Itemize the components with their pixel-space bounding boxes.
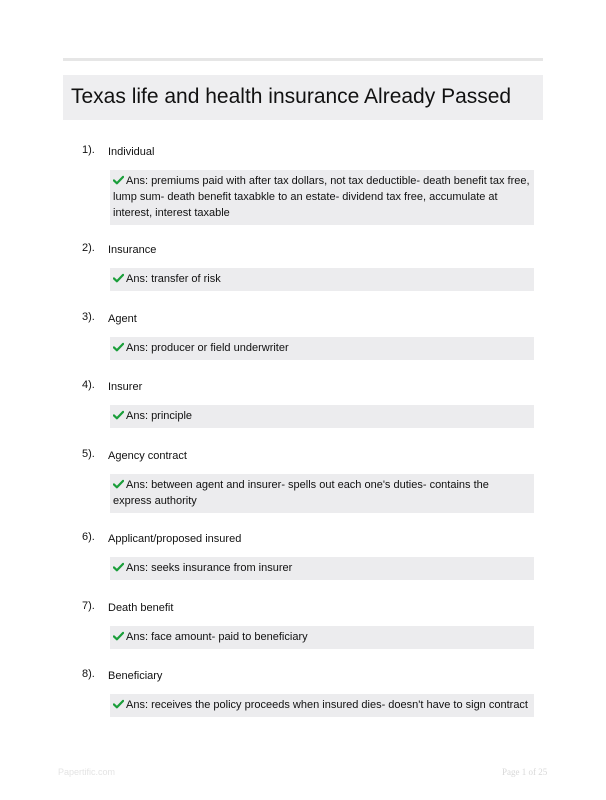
answer-text: Ans: between agent and insurer- spells out each one's duties- contains the express authority <box>113 479 489 507</box>
checkmark-icon <box>113 479 124 489</box>
question-text: Death benefit <box>108 602 174 614</box>
title-banner <box>63 75 543 120</box>
question-text: Insurance <box>108 244 157 256</box>
answer-text: Ans: premiums paid with after tax dollars, not tax deductible- death benefit tax free, lump sum- death benefit taxabkle to an estate- dividend tax free, accumulate at interest, interest taxable <box>113 175 530 219</box>
page-number: Page 1 of 25 <box>502 767 548 777</box>
item-number: 5). <box>82 448 95 460</box>
question-text: Applicant/proposed insured <box>108 533 242 545</box>
answer-text: Ans: seeks insurance from insurer <box>126 562 293 574</box>
top-divider <box>63 58 543 61</box>
checkmark-icon <box>113 699 124 709</box>
document-title: Texas life and health insurance Already Passed <box>71 85 512 108</box>
checkmark-icon <box>113 342 124 352</box>
answer-box <box>110 170 534 225</box>
question-text: Agency contract <box>108 450 187 462</box>
checkmark-icon <box>113 273 124 283</box>
checkmark-icon <box>113 562 124 572</box>
answer-box <box>110 405 534 428</box>
answer-box <box>110 474 534 513</box>
item-number: 4). <box>82 379 95 391</box>
checkmark-icon <box>113 175 124 185</box>
item-number: 7). <box>82 600 95 612</box>
answer-box <box>110 626 534 649</box>
answer-text: Ans: producer or field underwriter <box>126 342 289 354</box>
item-number: 2). <box>82 242 95 254</box>
answer-text: Ans: receives the policy proceeds when insured dies- doesn't have to sign contract <box>126 699 528 711</box>
answer-text: Ans: transfer of risk <box>126 273 221 285</box>
footer-watermark: Papertific.com <box>58 767 116 777</box>
question-text: Beneficiary <box>108 670 163 682</box>
checkmark-icon <box>113 410 124 420</box>
answer-text: Ans: face amount- paid to beneficiary <box>126 631 308 643</box>
answer-box <box>110 268 534 291</box>
item-number: 6). <box>82 531 95 543</box>
answer-box <box>110 694 534 717</box>
answer-text: Ans: principle <box>126 410 193 422</box>
answer-box <box>110 557 534 580</box>
question-text: Individual <box>108 146 155 158</box>
checkmark-icon <box>113 631 124 641</box>
item-number: 3). <box>82 311 95 323</box>
item-number: 8). <box>82 668 95 680</box>
question-text: Agent <box>108 313 137 325</box>
answer-box <box>110 337 534 360</box>
question-text: Insurer <box>108 381 143 393</box>
item-number: 1). <box>82 144 95 156</box>
